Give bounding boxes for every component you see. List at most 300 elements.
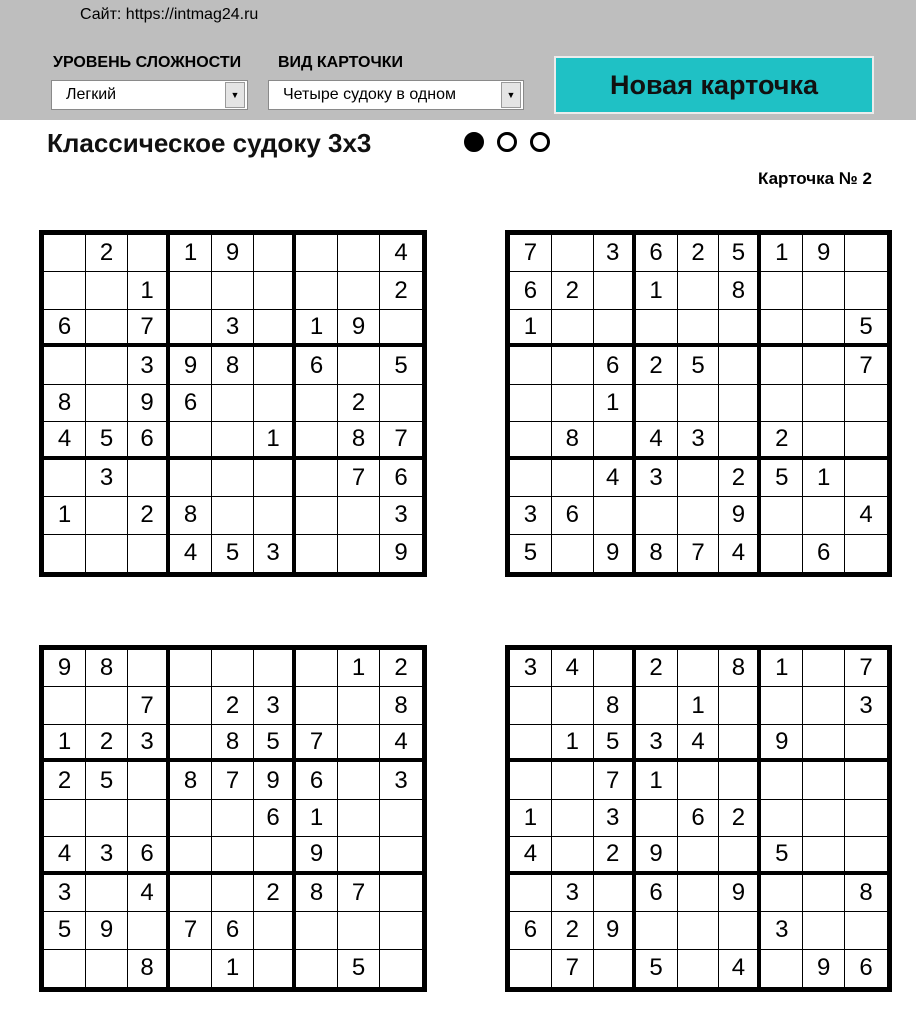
- sudoku-cell[interactable]: [552, 385, 594, 422]
- sudoku-cell[interactable]: [170, 650, 212, 687]
- sudoku-cell[interactable]: [719, 687, 761, 724]
- sudoku-cell[interactable]: [761, 762, 803, 799]
- sudoku-cell[interactable]: [128, 460, 170, 497]
- sudoku-cell[interactable]: 4: [128, 875, 170, 912]
- sudoku-cell[interactable]: 2: [636, 650, 678, 687]
- sudoku-cell[interactable]: 9: [803, 235, 845, 272]
- sudoku-cell[interactable]: 2: [380, 650, 422, 687]
- sudoku-cell[interactable]: [170, 687, 212, 724]
- sudoku-cell[interactable]: [338, 687, 380, 724]
- sudoku-cell[interactable]: [761, 535, 803, 572]
- sudoku-cell[interactable]: [803, 497, 845, 534]
- sudoku-cell[interactable]: 3: [86, 460, 128, 497]
- sudoku-cell[interactable]: [636, 800, 678, 837]
- sudoku-cell[interactable]: 6: [128, 837, 170, 874]
- sudoku-cell[interactable]: [761, 272, 803, 309]
- sudoku-cell[interactable]: [719, 837, 761, 874]
- sudoku-cell[interactable]: [761, 497, 803, 534]
- sudoku-cell[interactable]: 1: [296, 310, 338, 347]
- sudoku-cell[interactable]: 2: [719, 800, 761, 837]
- sudoku-cell[interactable]: [254, 950, 296, 987]
- sudoku-cell[interactable]: [296, 687, 338, 724]
- sudoku-cell[interactable]: 6: [636, 235, 678, 272]
- sudoku-cell[interactable]: 6: [510, 912, 552, 949]
- sudoku-cell[interactable]: [803, 650, 845, 687]
- sudoku-cell[interactable]: 3: [636, 460, 678, 497]
- variant-radio-1-selected[interactable]: [464, 132, 484, 152]
- sudoku-cell[interactable]: [803, 800, 845, 837]
- sudoku-cell[interactable]: [803, 837, 845, 874]
- sudoku-cell[interactable]: [594, 950, 636, 987]
- sudoku-cell[interactable]: 6: [212, 912, 254, 949]
- sudoku-cell[interactable]: [552, 535, 594, 572]
- sudoku-cell[interactable]: 9: [394, 539, 408, 567]
- sudoku-cell[interactable]: [212, 272, 254, 309]
- sudoku-cell[interactable]: [845, 725, 887, 762]
- sudoku-cell[interactable]: 7: [338, 875, 380, 912]
- sudoku-cell[interactable]: 5: [86, 422, 128, 459]
- sudoku-cell[interactable]: 9: [212, 235, 254, 272]
- sudoku-cell[interactable]: 4: [170, 535, 212, 572]
- sudoku-cell[interactable]: [678, 460, 720, 497]
- sudoku-cell[interactable]: 8: [338, 422, 380, 459]
- sudoku-cell[interactable]: [128, 800, 170, 837]
- sudoku-cell[interactable]: [170, 875, 212, 912]
- sudoku-cell[interactable]: 6: [254, 800, 296, 837]
- sudoku-cell[interactable]: 4: [719, 535, 761, 572]
- sudoku-cell[interactable]: 8: [552, 422, 594, 459]
- sudoku-cell[interactable]: [594, 422, 636, 459]
- sudoku-cell[interactable]: [254, 650, 296, 687]
- sudoku-cell[interactable]: 6: [380, 460, 422, 497]
- sudoku-cell[interactable]: [552, 235, 594, 272]
- sudoku-cell[interactable]: [510, 687, 552, 724]
- sudoku-cell[interactable]: 2: [719, 460, 761, 497]
- variant-radio-2[interactable]: [497, 132, 517, 152]
- sudoku-cell[interactable]: 6: [296, 762, 338, 799]
- sudoku-cell[interactable]: [803, 422, 845, 459]
- sudoku-cell[interactable]: [803, 875, 845, 912]
- sudoku-cell[interactable]: 5: [761, 460, 803, 497]
- sudoku-cell[interactable]: [845, 385, 887, 422]
- sudoku-cell[interactable]: 2: [761, 422, 803, 459]
- sudoku-cell[interactable]: 1: [636, 272, 678, 309]
- sudoku-cell[interactable]: [803, 310, 845, 347]
- sudoku-cell[interactable]: 4: [510, 837, 552, 874]
- sudoku-cell[interactable]: [552, 460, 594, 497]
- sudoku-cell[interactable]: 3: [86, 837, 128, 874]
- sudoku-cell[interactable]: 7: [212, 762, 254, 799]
- sudoku-cell[interactable]: 9: [86, 912, 128, 949]
- sudoku-cell[interactable]: [170, 460, 212, 497]
- sudoku-cell[interactable]: [845, 235, 887, 272]
- sudoku-cell[interactable]: 1: [212, 950, 254, 987]
- sudoku-cell[interactable]: [254, 385, 296, 422]
- sudoku-cell[interactable]: 2: [86, 235, 128, 272]
- sudoku-cell[interactable]: [510, 725, 552, 762]
- sudoku-cell[interactable]: [845, 912, 887, 949]
- sudoku-cell[interactable]: 7: [845, 650, 887, 687]
- sudoku-cell[interactable]: [86, 347, 128, 384]
- sudoku-cell[interactable]: [636, 385, 678, 422]
- sudoku-cell[interactable]: [128, 912, 170, 949]
- sudoku-cell[interactable]: 8: [44, 385, 86, 422]
- sudoku-cell[interactable]: [380, 385, 422, 422]
- sudoku-cell[interactable]: [678, 950, 720, 987]
- sudoku-cell[interactable]: 1: [510, 800, 552, 837]
- sudoku-cell[interactable]: 9: [594, 535, 636, 572]
- sudoku-cell[interactable]: 2: [86, 725, 128, 762]
- sudoku-cell[interactable]: [845, 762, 887, 799]
- sudoku-cell[interactable]: 3: [678, 422, 720, 459]
- sudoku-cell[interactable]: 4: [845, 497, 887, 534]
- sudoku-cell[interactable]: 6: [296, 347, 338, 384]
- sudoku-cell[interactable]: [761, 800, 803, 837]
- sudoku-cell[interactable]: 8: [296, 875, 338, 912]
- sudoku-cell[interactable]: 2: [636, 347, 678, 384]
- sudoku-cell[interactable]: 3: [845, 687, 887, 724]
- sudoku-cell[interactable]: 5: [212, 535, 254, 572]
- sudoku-cell[interactable]: 5: [719, 235, 761, 272]
- sudoku-cell[interactable]: [678, 497, 720, 534]
- sudoku-cell[interactable]: 3: [44, 875, 86, 912]
- sudoku-cell[interactable]: [254, 310, 296, 347]
- sudoku-cell[interactable]: [845, 422, 887, 459]
- sudoku-cell[interactable]: 2: [594, 837, 636, 874]
- sudoku-cell[interactable]: 5: [44, 912, 86, 949]
- sudoku-cell[interactable]: 8: [212, 347, 254, 384]
- sudoku-cell[interactable]: [678, 310, 720, 347]
- sudoku-cell[interactable]: 8: [719, 272, 761, 309]
- sudoku-cell[interactable]: 1: [254, 422, 296, 459]
- sudoku-cell[interactable]: [636, 687, 678, 724]
- sudoku-cell[interactable]: [44, 950, 86, 987]
- sudoku-cell[interactable]: 9: [594, 912, 636, 949]
- sudoku-cell[interactable]: 3: [212, 310, 254, 347]
- sudoku-cell[interactable]: [380, 912, 422, 949]
- sudoku-cell[interactable]: [254, 235, 296, 272]
- sudoku-cell[interactable]: [296, 912, 338, 949]
- sudoku-cell[interactable]: 7: [594, 762, 636, 799]
- sudoku-cell[interactable]: 8: [845, 875, 887, 912]
- sudoku-cell[interactable]: [380, 837, 422, 874]
- sudoku-cell[interactable]: 1: [510, 310, 552, 347]
- sudoku-cell[interactable]: [510, 762, 552, 799]
- sudoku-cell[interactable]: 5: [86, 762, 128, 799]
- sudoku-cell[interactable]: 1: [594, 385, 636, 422]
- sudoku-cell[interactable]: 8: [380, 687, 422, 724]
- sudoku-cell[interactable]: 9: [338, 310, 380, 347]
- sudoku-cell[interactable]: [678, 875, 720, 912]
- sudoku-cell[interactable]: 2: [128, 497, 170, 534]
- sudoku-cell[interactable]: [86, 875, 128, 912]
- sudoku-cell[interactable]: [761, 950, 803, 987]
- sudoku-cell[interactable]: [254, 460, 296, 497]
- sudoku-cell[interactable]: [86, 950, 128, 987]
- sudoku-cell[interactable]: [128, 535, 170, 572]
- sudoku-cell[interactable]: [594, 497, 636, 534]
- sudoku-cell[interactable]: 1: [44, 725, 86, 762]
- sudoku-cell[interactable]: 8: [719, 650, 761, 687]
- sudoku-cell[interactable]: 3: [552, 875, 594, 912]
- sudoku-cell[interactable]: 2: [212, 687, 254, 724]
- sudoku-cell[interactable]: 5: [636, 950, 678, 987]
- sudoku-cell[interactable]: [552, 347, 594, 384]
- sudoku-cell[interactable]: [678, 272, 720, 309]
- sudoku-cell[interactable]: 3: [510, 497, 552, 534]
- sudoku-cell[interactable]: [212, 837, 254, 874]
- sudoku-cell[interactable]: [296, 460, 338, 497]
- sudoku-cell[interactable]: 2: [380, 272, 422, 309]
- sudoku-cell[interactable]: [86, 687, 128, 724]
- sudoku-cell[interactable]: [803, 385, 845, 422]
- sudoku-cell[interactable]: [44, 800, 86, 837]
- sudoku-cell[interactable]: [86, 310, 128, 347]
- sudoku-cell[interactable]: [296, 385, 338, 422]
- sudoku-cell[interactable]: 9: [296, 837, 338, 874]
- sudoku-cell[interactable]: [510, 422, 552, 459]
- sudoku-cell[interactable]: 4: [380, 235, 422, 272]
- sudoku-cell[interactable]: [338, 535, 380, 572]
- sudoku-cell[interactable]: 6: [678, 800, 720, 837]
- sudoku-cell[interactable]: 4: [636, 422, 678, 459]
- sudoku-cell[interactable]: [212, 460, 254, 497]
- sudoku-cell[interactable]: [296, 497, 338, 534]
- sudoku-cell[interactable]: 9: [803, 950, 845, 987]
- sudoku-cell[interactable]: [845, 837, 887, 874]
- sudoku-cell[interactable]: [338, 800, 380, 837]
- sudoku-cell[interactable]: 8: [170, 497, 212, 534]
- sudoku-cell[interactable]: [380, 310, 422, 347]
- sudoku-cell[interactable]: [254, 497, 296, 534]
- sudoku-cell[interactable]: 3: [636, 725, 678, 762]
- sudoku-cell[interactable]: 3: [254, 535, 296, 572]
- sudoku-cell[interactable]: [803, 347, 845, 384]
- sudoku-cell[interactable]: 7: [678, 535, 720, 572]
- sudoku-cell[interactable]: 1: [761, 650, 803, 687]
- sudoku-cell[interactable]: [254, 272, 296, 309]
- sudoku-cell[interactable]: 3: [510, 650, 552, 687]
- sudoku-cell[interactable]: 8: [636, 535, 678, 572]
- sudoku-cell[interactable]: 1: [678, 687, 720, 724]
- sudoku-cell[interactable]: 6: [859, 954, 873, 982]
- sudoku-cell[interactable]: [170, 837, 212, 874]
- sudoku-cell[interactable]: 6: [552, 497, 594, 534]
- difficulty-select[interactable]: [51, 80, 248, 110]
- sudoku-cell[interactable]: 8: [594, 687, 636, 724]
- sudoku-cell[interactable]: [761, 687, 803, 724]
- sudoku-cell[interactable]: 4: [719, 950, 761, 987]
- sudoku-cell[interactable]: 2: [552, 912, 594, 949]
- sudoku-cell[interactable]: 7: [380, 422, 422, 459]
- sudoku-cell[interactable]: 5: [678, 347, 720, 384]
- sudoku-cell[interactable]: [803, 687, 845, 724]
- sudoku-cell[interactable]: 3: [128, 725, 170, 762]
- sudoku-cell[interactable]: 7: [552, 950, 594, 987]
- sudoku-cell[interactable]: [552, 310, 594, 347]
- sudoku-cell[interactable]: [86, 272, 128, 309]
- sudoku-cell[interactable]: 9: [170, 347, 212, 384]
- sudoku-cell[interactable]: 8: [170, 762, 212, 799]
- sudoku-cell[interactable]: 8: [212, 725, 254, 762]
- sudoku-cell[interactable]: [86, 800, 128, 837]
- sudoku-cell[interactable]: [296, 950, 338, 987]
- sudoku-cell[interactable]: 5: [761, 837, 803, 874]
- chevron-down-icon[interactable]: ▼: [501, 82, 521, 108]
- sudoku-cell[interactable]: [338, 272, 380, 309]
- sudoku-cell[interactable]: 6: [594, 347, 636, 384]
- sudoku-cell[interactable]: 5: [845, 310, 887, 347]
- sudoku-cell[interactable]: [636, 497, 678, 534]
- sudoku-cell[interactable]: [254, 347, 296, 384]
- sudoku-cell[interactable]: [678, 762, 720, 799]
- sudoku-cell[interactable]: [254, 912, 296, 949]
- sudoku-cell[interactable]: 4: [678, 725, 720, 762]
- sudoku-cell[interactable]: [510, 385, 552, 422]
- sudoku-cell[interactable]: 7: [338, 460, 380, 497]
- variant-radio-3[interactable]: [530, 132, 550, 152]
- sudoku-cell[interactable]: [552, 687, 594, 724]
- sudoku-cell[interactable]: [678, 912, 720, 949]
- sudoku-cell[interactable]: 1: [170, 235, 212, 272]
- sudoku-cell[interactable]: 5: [380, 347, 422, 384]
- sudoku-cell[interactable]: [44, 347, 86, 384]
- sudoku-cell[interactable]: 6: [44, 310, 86, 347]
- sudoku-cell[interactable]: [170, 272, 212, 309]
- sudoku-cell[interactable]: 2: [552, 272, 594, 309]
- sudoku-cell[interactable]: [719, 725, 761, 762]
- sudoku-cell[interactable]: 2: [44, 762, 86, 799]
- sudoku-cell[interactable]: [44, 235, 86, 272]
- sudoku-cell[interactable]: 1: [128, 272, 170, 309]
- sudoku-cell[interactable]: [170, 310, 212, 347]
- sudoku-cell[interactable]: 2: [254, 875, 296, 912]
- sudoku-cell[interactable]: [719, 385, 761, 422]
- sudoku-cell[interactable]: [212, 422, 254, 459]
- sudoku-cell[interactable]: [338, 347, 380, 384]
- sudoku-cell[interactable]: [128, 235, 170, 272]
- sudoku-cell[interactable]: [170, 950, 212, 987]
- sudoku-cell[interactable]: [803, 912, 845, 949]
- sudoku-cell[interactable]: 1: [803, 460, 845, 497]
- sudoku-cell[interactable]: 7: [170, 912, 212, 949]
- sudoku-cell[interactable]: 3: [128, 347, 170, 384]
- sudoku-cell[interactable]: [338, 235, 380, 272]
- sudoku-cell[interactable]: 4: [552, 650, 594, 687]
- sudoku-cell[interactable]: 5: [510, 535, 552, 572]
- sudoku-cell[interactable]: [678, 385, 720, 422]
- sudoku-cell[interactable]: [803, 725, 845, 762]
- sudoku-cell[interactable]: 3: [380, 762, 422, 799]
- sudoku-cell[interactable]: 6: [636, 875, 678, 912]
- sudoku-cell[interactable]: 8: [86, 650, 128, 687]
- sudoku-cell[interactable]: 2: [338, 385, 380, 422]
- sudoku-cell[interactable]: 6: [170, 385, 212, 422]
- sudoku-cell[interactable]: 7: [128, 310, 170, 347]
- sudoku-cell[interactable]: 4: [380, 725, 422, 762]
- sudoku-cell[interactable]: [296, 535, 338, 572]
- sudoku-cell[interactable]: [338, 837, 380, 874]
- sudoku-cell[interactable]: [170, 725, 212, 762]
- sudoku-cell[interactable]: [678, 650, 720, 687]
- new-card-button[interactable]: Новая карточка: [554, 56, 874, 114]
- sudoku-cell[interactable]: 3: [254, 687, 296, 724]
- sudoku-cell[interactable]: 1: [761, 235, 803, 272]
- sudoku-cell[interactable]: 3: [380, 497, 422, 534]
- sudoku-cell[interactable]: 6: [803, 535, 845, 572]
- chevron-down-icon[interactable]: ▼: [225, 82, 245, 108]
- sudoku-cell[interactable]: 1: [44, 497, 86, 534]
- sudoku-cell[interactable]: 6: [128, 422, 170, 459]
- sudoku-cell[interactable]: [170, 800, 212, 837]
- sudoku-cell[interactable]: 6: [510, 272, 552, 309]
- sudoku-cell[interactable]: [86, 497, 128, 534]
- sudoku-cell[interactable]: 9: [761, 725, 803, 762]
- sudoku-cell[interactable]: [44, 535, 86, 572]
- sudoku-cell[interactable]: [761, 875, 803, 912]
- sudoku-cell[interactable]: [719, 762, 761, 799]
- sudoku-cell[interactable]: 9: [636, 837, 678, 874]
- sudoku-cell[interactable]: [761, 347, 803, 384]
- sudoku-cell[interactable]: [845, 800, 887, 837]
- sudoku-cell[interactable]: [845, 460, 887, 497]
- sudoku-cell[interactable]: 9: [719, 875, 761, 912]
- sudoku-cell[interactable]: 9: [44, 650, 86, 687]
- sudoku-cell[interactable]: [296, 422, 338, 459]
- sudoku-cell[interactable]: 9: [254, 762, 296, 799]
- sudoku-cell[interactable]: 2: [678, 235, 720, 272]
- sudoku-cell[interactable]: [128, 650, 170, 687]
- sudoku-cell[interactable]: 7: [845, 347, 887, 384]
- sudoku-cell[interactable]: [803, 272, 845, 309]
- sudoku-cell[interactable]: [552, 762, 594, 799]
- sudoku-cell[interactable]: [594, 272, 636, 309]
- sudoku-cell[interactable]: [380, 950, 422, 987]
- sudoku-cell[interactable]: [552, 837, 594, 874]
- sudoku-cell[interactable]: [170, 422, 212, 459]
- sudoku-cell[interactable]: 9: [719, 497, 761, 534]
- sudoku-cell[interactable]: 5: [594, 725, 636, 762]
- site-url[interactable]: Сайт: https://intmag24.ru: [80, 6, 259, 23]
- sudoku-cell[interactable]: 3: [761, 912, 803, 949]
- sudoku-cell[interactable]: [212, 650, 254, 687]
- sudoku-cell[interactable]: [510, 347, 552, 384]
- sudoku-cell[interactable]: [761, 385, 803, 422]
- sudoku-cell[interactable]: [44, 272, 86, 309]
- sudoku-cell[interactable]: [719, 912, 761, 949]
- sudoku-cell[interactable]: [510, 460, 552, 497]
- sudoku-cell[interactable]: [761, 310, 803, 347]
- sudoku-cell[interactable]: 1: [296, 800, 338, 837]
- sudoku-cell[interactable]: [636, 912, 678, 949]
- sudoku-cell[interactable]: [803, 762, 845, 799]
- sudoku-cell[interactable]: [128, 762, 170, 799]
- sudoku-cell[interactable]: [254, 837, 296, 874]
- sudoku-cell[interactable]: 4: [44, 422, 86, 459]
- sudoku-cell[interactable]: [212, 875, 254, 912]
- sudoku-cell[interactable]: [594, 875, 636, 912]
- sudoku-cell[interactable]: 7: [128, 687, 170, 724]
- sudoku-cell[interactable]: 1: [338, 650, 380, 687]
- sudoku-cell[interactable]: [338, 762, 380, 799]
- sudoku-cell[interactable]: 8: [128, 950, 170, 987]
- sudoku-cell[interactable]: [678, 837, 720, 874]
- sudoku-cell[interactable]: [719, 422, 761, 459]
- sudoku-cell[interactable]: 3: [594, 235, 636, 272]
- sudoku-cell[interactable]: [594, 650, 636, 687]
- sudoku-cell[interactable]: 3: [594, 800, 636, 837]
- sudoku-cell[interactable]: [510, 875, 552, 912]
